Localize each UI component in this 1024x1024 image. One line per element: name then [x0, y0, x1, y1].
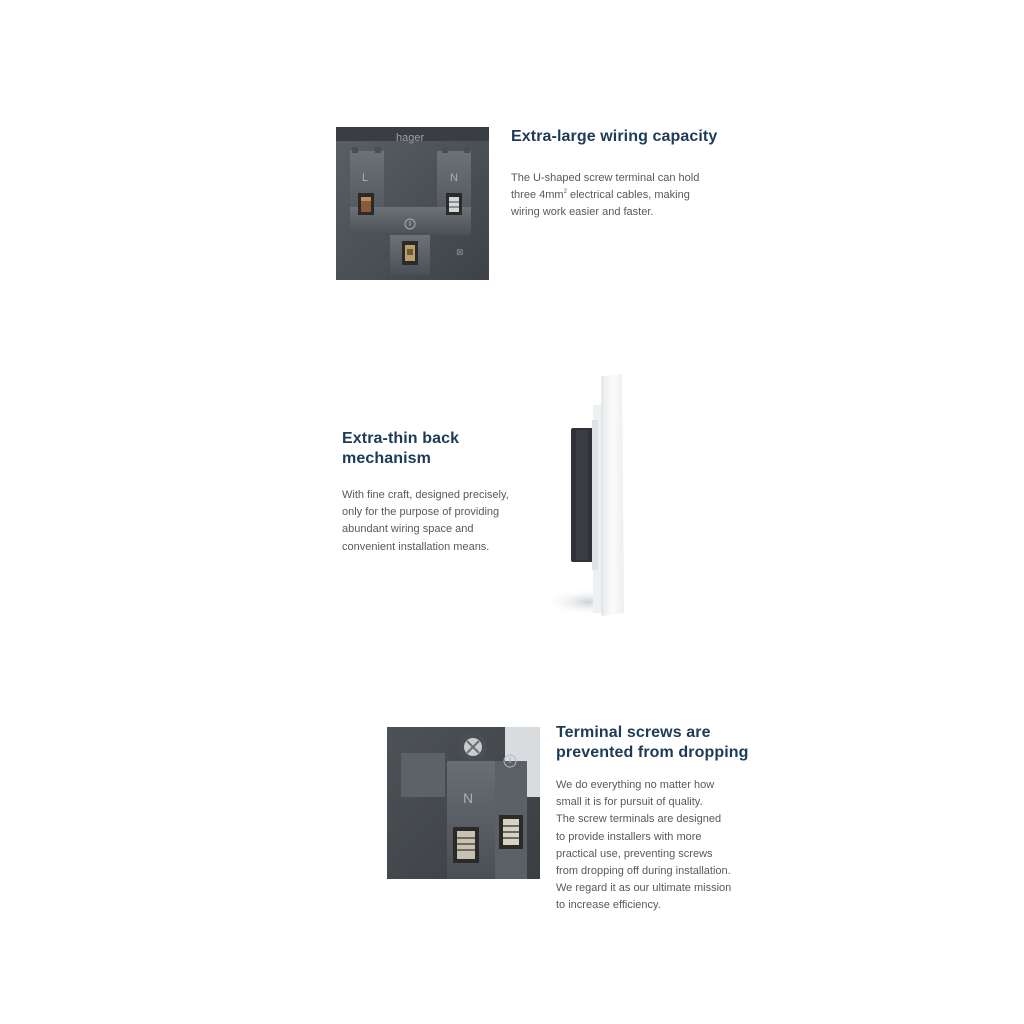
switch-side-profile-photo — [540, 370, 640, 620]
feature-thin-mechanism — [342, 429, 552, 556]
body-line: small it is for pursuit of quality. — [556, 796, 703, 809]
live-terminal-label: L — [362, 172, 369, 184]
body-line: We regard it as our ultimate mission — [556, 882, 732, 895]
feature-wiring-capacity — [511, 127, 751, 222]
switch-side-illustration — [540, 370, 640, 620]
terminal-block-photo — [336, 127, 489, 280]
section-title: Extra-large wiring capacity — [511, 128, 718, 145]
body-line: to provide installers with more — [556, 830, 702, 843]
body-line: from dropping off during installation. — [556, 865, 731, 878]
body-line-part: three 4mm — [511, 189, 564, 202]
title-line: Extra-thin back — [342, 430, 460, 447]
body-line: With fine craft, designed precisely, — [342, 489, 509, 501]
body-line: The screw terminals are designed — [556, 813, 722, 826]
neutral-terminal-label: N — [463, 790, 474, 806]
body-line: only for the purpose of providing — [342, 506, 500, 519]
section-title — [556, 723, 786, 763]
body-line: convenient installation means. — [342, 540, 490, 553]
body-line: We do everything no matter how — [556, 779, 715, 791]
title-line: prevented from dropping — [556, 744, 749, 761]
body-line — [511, 187, 751, 204]
body-line: practical use, preventing screws — [556, 847, 713, 860]
section-body — [342, 487, 552, 556]
title-line: mechanism — [342, 450, 431, 467]
title-line: Terminal screws are — [556, 724, 711, 741]
terminal-screws-illustration — [387, 727, 540, 879]
body-line-part: electrical cables, making — [566, 189, 690, 202]
neutral-terminal-label: N — [450, 172, 458, 184]
section-body — [556, 777, 786, 915]
body-line: The U-shaped screw terminal can hold — [511, 172, 700, 184]
terminal-block-illustration — [336, 127, 489, 280]
body-line: abundant wiring space and — [342, 523, 474, 536]
terminal-screws-photo — [387, 727, 540, 879]
feature-screw-retention — [556, 723, 786, 915]
section-title — [342, 429, 552, 469]
svg-text:⊠: ⊠ — [456, 247, 464, 257]
superscript: 2 — [563, 189, 567, 196]
body-line: wiring work easier and faster. — [511, 206, 654, 219]
section-body — [511, 170, 751, 222]
body-line: to increase efficiency. — [556, 899, 661, 912]
brand-logo-text: hager — [396, 132, 425, 144]
